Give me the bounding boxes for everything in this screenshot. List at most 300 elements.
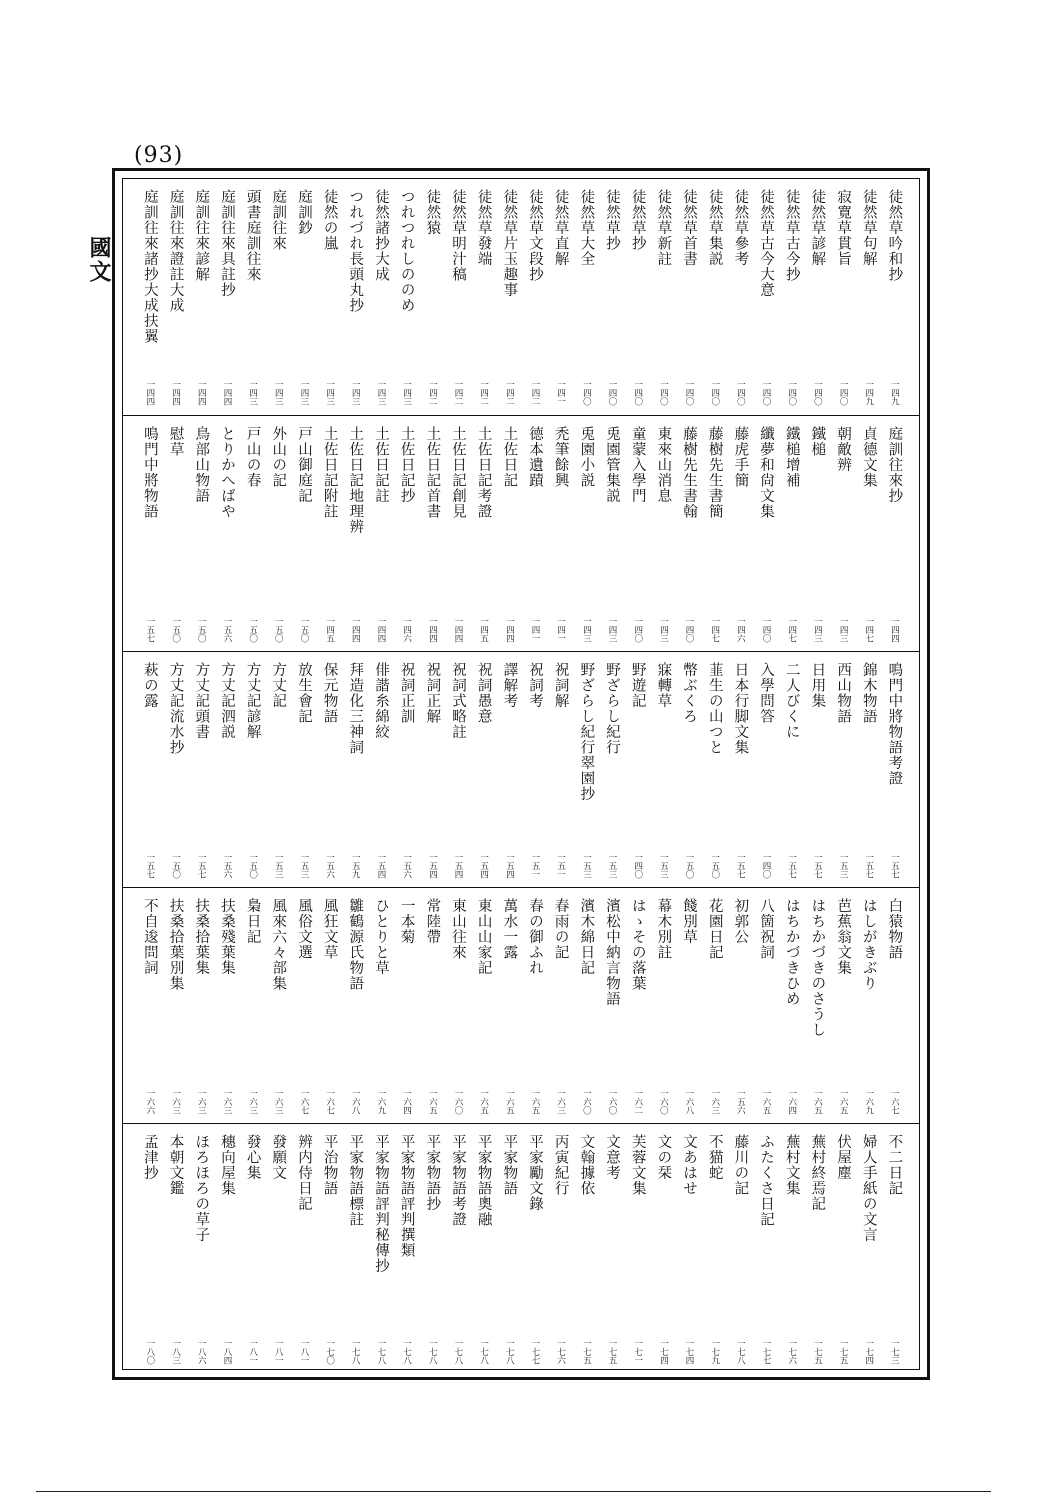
index-entry	[804, 652, 830, 888]
entry-title: 庭訓往來	[270, 189, 287, 251]
entry-page-number: 一七六	[555, 1338, 566, 1364]
entry-page-number: 一七八	[427, 1338, 438, 1364]
entry-page-number: 一六五	[812, 1088, 823, 1114]
index-entry	[856, 652, 882, 888]
entry-page-number: 一四七	[709, 616, 720, 642]
entry-title: 文翰據依	[578, 1134, 595, 1196]
index-entry	[676, 179, 702, 415]
entry-title: 梟日記	[244, 898, 261, 945]
entry-page-number: 一八一	[298, 1338, 309, 1364]
entry-title: 庭訓鈔	[295, 189, 312, 236]
index-entry	[419, 1124, 445, 1374]
entry-page-number: 一五三	[658, 852, 669, 878]
index-entry	[445, 179, 471, 415]
index-entry	[599, 416, 625, 652]
entry-title: 入學問答	[758, 662, 775, 724]
entry-title: 祝詞正解	[424, 662, 441, 724]
index-entry	[702, 888, 728, 1124]
entry-title: 土佐日記	[501, 426, 518, 488]
entry-page-number: 一五〇	[684, 852, 695, 878]
entry-title: 平家物語	[501, 1134, 518, 1196]
index-band-row	[123, 652, 919, 888]
entry-page-number: 一七八	[504, 1338, 515, 1364]
entry-page-number: 一六三	[273, 1088, 284, 1114]
entry-page-number: 一七四	[863, 1338, 874, 1364]
index-entry	[445, 416, 471, 652]
index-entry	[779, 888, 805, 1124]
entry-title: 藤樹先生書簡	[706, 426, 723, 519]
entry-page-number: 一四七	[786, 616, 797, 642]
footer-rule	[36, 1491, 991, 1492]
index-entry	[291, 652, 317, 888]
index-entry	[548, 652, 574, 888]
entry-page-number: 一四〇	[812, 379, 823, 405]
index-entry	[445, 652, 471, 888]
index-entry	[471, 652, 497, 888]
entry-title: 祝詞正訓	[398, 662, 415, 724]
index-entry	[471, 179, 497, 415]
entry-title: 庭訓往來證註大成	[167, 189, 184, 313]
index-entry	[137, 1124, 163, 1374]
entry-title: 不猫蛇	[706, 1134, 723, 1181]
entry-title: 餞別草	[681, 898, 698, 945]
index-entry	[137, 652, 163, 888]
index-entry	[856, 1124, 882, 1374]
entry-title: 東山山家記	[475, 898, 492, 976]
entry-page-number: 一四〇	[581, 379, 592, 405]
index-entry	[804, 179, 830, 415]
index-entry	[163, 416, 189, 652]
entry-title: 穗向屋集	[218, 1134, 235, 1196]
index-entry	[445, 888, 471, 1124]
entry-title: 一本菊	[398, 898, 415, 945]
index-entry	[573, 888, 599, 1124]
entry-title: 徒然草參考	[732, 189, 749, 267]
entry-page-number: 一五一	[530, 852, 540, 878]
entry-page-number: 一四一	[530, 616, 540, 642]
index-band-row	[123, 179, 919, 415]
entry-title: はしがきぶり	[860, 898, 877, 991]
index-entry	[881, 652, 907, 888]
index-entry	[317, 179, 343, 415]
entry-title: 白猿物語	[886, 898, 903, 960]
entry-title: 平家物語奧融	[475, 1134, 492, 1227]
entry-page-number: 一七八	[350, 1338, 361, 1364]
entry-title: 雛鶴源氏物語	[347, 898, 364, 991]
index-entry	[548, 416, 574, 652]
entry-title: 兎園小説	[578, 426, 595, 488]
index-entry	[881, 416, 907, 652]
entry-page-number: 一六七	[298, 1088, 309, 1114]
entry-title: 孟津抄	[141, 1134, 158, 1181]
index-entry	[265, 179, 291, 415]
entry-page-number: 一四三	[838, 616, 849, 642]
index-entry	[881, 888, 907, 1124]
index-entry	[496, 652, 522, 888]
index-entry	[599, 652, 625, 888]
index-entry	[214, 179, 240, 415]
entry-title: 鐵槌	[809, 426, 826, 457]
entry-title: 平家物語評判撰類	[398, 1134, 415, 1258]
index-entry	[753, 416, 779, 652]
index-entry	[240, 179, 266, 415]
entry-title: つれづれ長頭丸抄	[347, 189, 364, 313]
entry-page-number: 一四六	[735, 616, 746, 642]
index-entry	[214, 1124, 240, 1374]
entry-title: 方丈記頭書	[193, 662, 210, 740]
entry-page-number: 一七五	[812, 1338, 823, 1364]
index-entry	[368, 416, 394, 652]
index-entry	[573, 416, 599, 652]
index-entry	[779, 179, 805, 415]
entry-page-number: 一四二	[452, 379, 463, 405]
entry-page-number: 一六四	[786, 1088, 797, 1114]
entry-page-number: 一五三	[581, 852, 592, 878]
index-entry	[240, 652, 266, 888]
index-entry	[599, 179, 625, 415]
entry-title: 拜造化三神詞	[347, 662, 364, 755]
index-entry	[625, 888, 651, 1124]
entry-page-number: 一七四	[684, 1338, 695, 1364]
entry-page-number: 一四一	[555, 379, 566, 405]
entry-page-number: 一六四	[401, 1088, 412, 1114]
index-entry	[830, 179, 856, 415]
entry-page-number: 一七五	[838, 1338, 849, 1364]
entry-title: 徒然草抄	[629, 189, 646, 251]
entry-page-number: 一五六	[221, 852, 232, 878]
entry-page-number: 一六九	[863, 1088, 874, 1114]
entry-page-number: 一四〇	[761, 852, 772, 878]
index-entry	[368, 1124, 394, 1374]
index-entry	[291, 888, 317, 1124]
index-entry	[291, 1124, 317, 1374]
entry-page-number: 一七八	[375, 1338, 386, 1364]
entry-page-number: 一四〇	[632, 379, 643, 405]
index-entry	[445, 1124, 471, 1374]
entry-page-number: 一五七	[863, 852, 874, 878]
entry-page-number: 一六二	[632, 1088, 643, 1114]
entry-title: 戸山御庭記	[295, 426, 312, 504]
entry-title: 戸山の春	[244, 426, 261, 488]
index-band-row	[123, 1124, 919, 1374]
index-entry	[471, 416, 497, 652]
entry-title: 徒然草首書	[681, 189, 698, 267]
index-entry	[214, 416, 240, 652]
index-entry	[163, 652, 189, 888]
entry-title: 德本遺蹟	[527, 426, 543, 488]
index-entry	[265, 888, 291, 1124]
entry-title: 方丈記諺解	[244, 662, 261, 740]
index-band	[123, 1123, 919, 1374]
index-entry	[342, 652, 368, 888]
index-entry	[830, 652, 856, 888]
entry-page-number: 一四三	[581, 616, 592, 642]
entry-page-number: 一五四	[375, 852, 386, 878]
index-entry	[727, 888, 753, 1124]
entry-title: 土佐日記附註	[321, 426, 338, 519]
entry-title: 八箇祝詞	[758, 898, 775, 960]
index-entry	[419, 652, 445, 888]
entry-title: 土佐日記抄	[398, 426, 415, 504]
entry-page-number: 一五一	[555, 852, 566, 878]
entry-title: 野ざらし紀行翠園抄	[578, 662, 595, 802]
index-entry	[753, 652, 779, 888]
index-entry	[265, 1124, 291, 1374]
entry-page-number: 一四四	[427, 616, 438, 642]
index-entry	[368, 652, 394, 888]
index-entry	[727, 179, 753, 415]
index-entry	[856, 416, 882, 652]
entry-page-number: 一八一	[247, 1338, 258, 1364]
entry-title: 寐轉草	[655, 662, 672, 709]
entry-page-number: 一六〇	[581, 1088, 592, 1114]
entry-page-number: 一六九	[375, 1088, 386, 1114]
entry-page-number: 一六三	[221, 1088, 232, 1114]
index-entry	[522, 416, 548, 652]
entry-title: 平治物語	[321, 1134, 338, 1196]
index-table	[112, 168, 930, 1380]
index-entry	[676, 888, 702, 1124]
entry-page-number: 一五〇	[170, 616, 181, 642]
entry-page-number: 一五〇	[170, 852, 181, 878]
index-entry	[188, 416, 214, 652]
entry-title: 蕪村文集	[783, 1134, 800, 1196]
index-entry	[394, 1124, 420, 1374]
entry-page-number: 一四〇	[735, 379, 746, 405]
index-entry	[702, 416, 728, 652]
entry-page-number: 一五七	[812, 852, 823, 878]
entry-page-number: 一四三	[324, 379, 335, 405]
entry-page-number: 一六八	[350, 1088, 361, 1114]
entry-page-number: 一四四	[221, 379, 232, 405]
index-entry	[394, 888, 420, 1124]
entry-title: 平家物語抄	[424, 1134, 441, 1212]
entry-title: 野遊記	[629, 662, 646, 709]
index-entry	[650, 179, 676, 415]
entry-title: 扶桑拾葉集	[193, 898, 210, 976]
index-entry	[317, 888, 343, 1124]
entry-page-number: 一六五	[761, 1088, 772, 1114]
entry-title: 土佐日記創見	[449, 426, 466, 519]
entry-page-number: 一四〇	[684, 616, 695, 642]
entry-title: 土佐日記地理辨	[347, 426, 364, 535]
entry-page-number: 一六五	[530, 1088, 540, 1114]
entry-title: 寂寛草貫旨	[835, 189, 852, 267]
index-band	[123, 887, 919, 1124]
entry-title: はちかづきのさうし	[809, 898, 826, 1038]
entry-page-number: 一七七	[530, 1338, 540, 1364]
entry-title: 芙蓉文集	[629, 1134, 646, 1196]
entry-page-number: 一八一	[273, 1338, 284, 1364]
entry-page-number: 一七〇	[324, 1338, 335, 1364]
entry-title: 徒然諸抄大成	[372, 189, 389, 282]
index-entry	[830, 416, 856, 652]
entry-page-number: 一五三	[607, 852, 618, 878]
entry-title: 濱松中納言物語	[604, 898, 621, 1007]
entry-title: 藤川の記	[732, 1134, 749, 1196]
index-entry	[240, 1124, 266, 1374]
index-entry	[496, 416, 522, 652]
entry-page-number: 一五七	[786, 852, 797, 878]
entry-title: 土佐日記首書	[424, 426, 441, 519]
entry-page-number: 一四三	[273, 379, 284, 405]
index-entry	[599, 1124, 625, 1374]
index-entry	[240, 416, 266, 652]
entry-title: 徒然草諺解	[809, 189, 826, 267]
entry-page-number: 一五七	[144, 852, 155, 878]
entry-title: 祝詞解	[552, 662, 569, 709]
index-entry	[804, 888, 830, 1124]
entry-title: 譯解考	[501, 662, 518, 709]
index-entry	[702, 652, 728, 888]
entry-page-number: 一四四	[375, 616, 386, 642]
entry-page-number: 一五九	[350, 852, 361, 878]
entry-title: 風俗文選	[295, 898, 312, 960]
entry-title: 辨内侍日記	[295, 1134, 312, 1212]
entry-title: 文の栞	[655, 1134, 672, 1181]
entry-title: 方丈記	[270, 662, 287, 709]
entry-title: ふたくさ日記	[758, 1134, 775, 1227]
index-entry	[368, 888, 394, 1124]
entry-page-number: 一七一	[632, 1338, 643, 1364]
index-entry	[496, 179, 522, 415]
index-entry	[471, 1124, 497, 1374]
entry-page-number: 一四九	[889, 379, 900, 405]
index-entry	[188, 652, 214, 888]
index-entry	[548, 179, 574, 415]
entry-title: 扶桑拾葉別集	[167, 898, 184, 991]
index-entry	[753, 179, 779, 415]
entry-title: 蕪村終焉記	[809, 1134, 826, 1212]
entry-page-number: 一四〇	[607, 379, 618, 405]
index-entry	[188, 888, 214, 1124]
entry-title: 朝敵辨	[835, 426, 852, 473]
entry-page-number: 一六七	[324, 1088, 335, 1114]
entry-page-number: 一四〇	[632, 616, 643, 642]
index-entry	[727, 652, 753, 888]
index-band-row	[123, 416, 919, 652]
entry-page-number: 一四六	[401, 616, 412, 642]
entry-page-number: 一七六	[786, 1338, 797, 1364]
entry-page-number: 一四三	[375, 379, 386, 405]
entry-title: 徒然草新註	[655, 189, 672, 267]
entry-page-number: 一四四	[170, 379, 181, 405]
index-entry	[394, 652, 420, 888]
entry-title: 韮生の山つと	[706, 662, 723, 755]
entry-page-number: 一七八	[478, 1338, 489, 1364]
index-entry	[573, 1124, 599, 1374]
entry-title: 藤樹先生書翰	[681, 426, 698, 519]
entry-page-number: 一四〇	[709, 379, 720, 405]
index-entry	[471, 888, 497, 1124]
index-entry	[214, 652, 240, 888]
entry-page-number: 一四三	[401, 379, 412, 405]
entry-page-number: 一六五	[478, 1088, 489, 1114]
entry-page-number: 一六三	[170, 1088, 181, 1114]
entry-page-number: 一七八	[452, 1338, 463, 1364]
entry-page-number: 一四〇	[632, 852, 643, 878]
entry-page-number: 一八三	[170, 1338, 181, 1364]
index-entry	[317, 1124, 343, 1374]
entry-page-number: 一五六	[221, 616, 232, 642]
index-entry	[804, 1124, 830, 1374]
index-entry	[702, 179, 728, 415]
entry-title: 平家物語評判秘傳抄	[372, 1134, 389, 1274]
entry-page-number: 一五〇	[196, 616, 207, 642]
index-entry	[522, 179, 548, 415]
entry-title: 初郭公	[732, 898, 749, 945]
index-entry	[137, 888, 163, 1124]
entry-title: 東山往來	[449, 898, 466, 960]
entry-title: 兎園管集説	[604, 426, 621, 504]
entry-title: 二人びくに	[783, 662, 800, 740]
entry-title: 徒然猿	[424, 189, 441, 236]
entry-title: 徒然草古今抄	[783, 189, 800, 282]
entry-title: 徒然草古今大意	[758, 189, 775, 298]
index-entry	[804, 416, 830, 652]
entry-title: 芭蕉翁文集	[835, 898, 852, 976]
entry-page-number: 一六七	[889, 1088, 900, 1114]
entry-title: 鐵槌增補	[783, 426, 800, 488]
index-entry	[214, 888, 240, 1124]
index-entry	[625, 1124, 651, 1374]
entry-title: 春の御ふれ	[527, 898, 543, 976]
entry-title: 婦人手紙の文言	[860, 1134, 877, 1243]
entry-title: はちかづきひめ	[783, 898, 800, 1007]
entry-page-number: 一四二	[427, 379, 438, 405]
entry-page-number: 一五〇	[273, 616, 284, 642]
entry-title: 錦木物語	[860, 662, 877, 724]
entry-page-number: 一五三	[273, 852, 284, 878]
index-entry	[291, 416, 317, 652]
entry-page-number: 一五四	[478, 852, 489, 878]
entry-title: 頭書庭訓往來	[244, 189, 261, 282]
entry-title: 徒然草片玉趣事	[501, 189, 518, 298]
entry-title: ほろほろの草子	[193, 1134, 210, 1243]
entry-page-number: 一四四	[452, 616, 463, 642]
entry-page-number: 一六五	[504, 1088, 515, 1114]
index-entry	[881, 1124, 907, 1374]
index-entry	[727, 416, 753, 652]
entry-title: 伏屋塵	[835, 1134, 852, 1181]
index-band	[123, 179, 919, 415]
entry-page-number: 一四五	[324, 616, 335, 642]
index-entry	[856, 888, 882, 1124]
index-entry	[188, 179, 214, 415]
entry-page-number: 一五〇	[247, 616, 258, 642]
index-entry	[496, 888, 522, 1124]
entry-page-number: 一四三	[350, 379, 361, 405]
index-entry	[856, 179, 882, 415]
entry-page-number: 一四〇	[761, 616, 772, 642]
index-entry	[548, 1124, 574, 1374]
index-entry	[625, 416, 651, 652]
index-band-row	[123, 888, 919, 1124]
entry-title: 幣ぶくろ	[681, 662, 698, 724]
index-entry	[676, 416, 702, 652]
index-entry	[881, 179, 907, 415]
entry-page-number: 一四四	[350, 616, 361, 642]
entry-title: 不二日記	[886, 1134, 903, 1196]
index-entry	[650, 416, 676, 652]
index-entry	[317, 652, 343, 888]
index-entry	[727, 1124, 753, 1374]
index-entry	[573, 179, 599, 415]
entry-page-number: 一六五	[838, 1088, 849, 1114]
entry-title: 萬水一露	[501, 898, 518, 960]
entry-page-number: 一四三	[812, 616, 823, 642]
entry-title: 徒然草文段抄	[527, 189, 543, 282]
